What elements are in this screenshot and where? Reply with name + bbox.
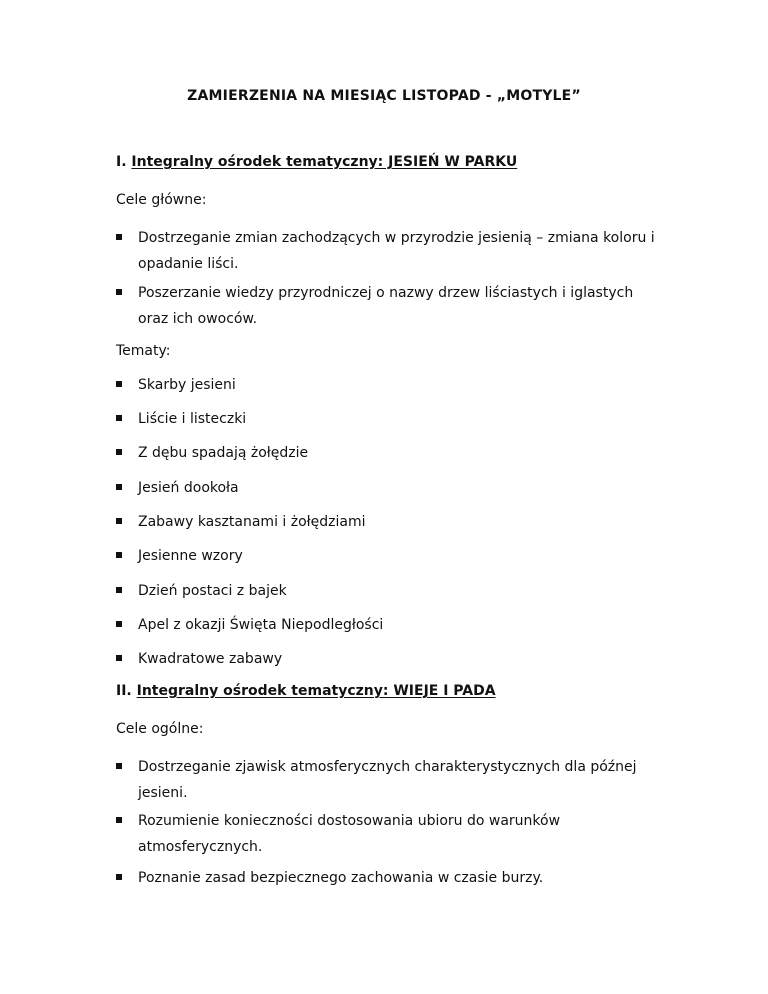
document-title: ZAMIERZENIA NA MIESIĄC LISTOPAD - „MOTYLE” xyxy=(187,88,581,104)
list-item xyxy=(116,543,656,569)
section-2-number: II. xyxy=(116,683,132,699)
list-item-text: Rozumienie konieczności dostosowania ubioru do warunków atmosferycznych. xyxy=(138,813,561,855)
list-item-text: Skarby jesieni xyxy=(138,377,236,393)
section-1-heading xyxy=(116,154,517,170)
list-item-text: Kwadratowe zabawy xyxy=(138,651,283,667)
bullet-icon xyxy=(116,587,122,593)
list-item xyxy=(116,280,656,332)
list-item xyxy=(116,440,656,466)
bullet-icon xyxy=(116,415,122,421)
section-1-topics-label: Tematy: xyxy=(116,343,171,359)
bullet-icon xyxy=(116,518,122,524)
list-item-text: Jesienne wzory xyxy=(138,548,243,564)
section-2-heading xyxy=(116,683,496,699)
section-1-title: Integralny ośrodek tematyczny: JESIEŃ W PARKU xyxy=(131,154,518,170)
bullet-icon xyxy=(116,381,122,387)
list-item xyxy=(116,754,656,806)
bullet-icon xyxy=(116,289,122,295)
list-item-text: Jesień dookoła xyxy=(138,480,239,496)
list-item xyxy=(116,612,656,638)
list-item-text: Poznanie zasad bezpiecznego zachowania w czasie burzy. xyxy=(138,870,544,886)
list-item xyxy=(116,406,656,432)
list-item-text: Poszerzanie wiedzy przyrodniczej o nazwy drzew liściastych i iglastych oraz ich owoców. xyxy=(138,285,634,327)
bullet-icon xyxy=(116,552,122,558)
list-item xyxy=(116,475,656,501)
list-item xyxy=(116,372,656,398)
list-item-text: Z dębu spadają żołędzie xyxy=(138,445,309,461)
section-1-number: I. xyxy=(116,154,127,170)
bullet-icon xyxy=(116,449,122,455)
bullet-icon xyxy=(116,621,122,627)
section-1-goals-label: Cele główne: xyxy=(116,192,207,208)
section-2-goals-label: Cele ogólne: xyxy=(116,721,204,737)
bullet-icon xyxy=(116,484,122,490)
list-item-text: Apel z okazji Święta Niepodległości xyxy=(138,617,384,633)
list-item xyxy=(116,509,656,535)
list-item-text: Dostrzeganie zjawisk atmosferycznych charakterystycznych dla późnej jesieni. xyxy=(138,759,637,801)
bullet-icon xyxy=(116,763,122,769)
list-item xyxy=(116,865,656,891)
list-item xyxy=(116,578,656,604)
list-item xyxy=(116,225,656,277)
section-2-title: Integralny ośrodek tematyczny: WIEJE I PADA xyxy=(136,683,496,699)
list-item-text: Liście i listeczki xyxy=(138,411,247,427)
list-item-text: Zabawy kasztanami i żołędziami xyxy=(138,514,366,530)
list-item-text: Dostrzeganie zmian zachodzących w przyrodzie jesienią – zmiana koloru i opadanie liści. xyxy=(138,230,655,272)
bullet-icon xyxy=(116,234,122,240)
list-item xyxy=(116,646,656,672)
list-item xyxy=(116,808,656,860)
list-item-text: Dzień postaci z bajek xyxy=(138,583,287,599)
bullet-icon xyxy=(116,817,122,823)
bullet-icon xyxy=(116,874,122,880)
bullet-icon xyxy=(116,655,122,661)
